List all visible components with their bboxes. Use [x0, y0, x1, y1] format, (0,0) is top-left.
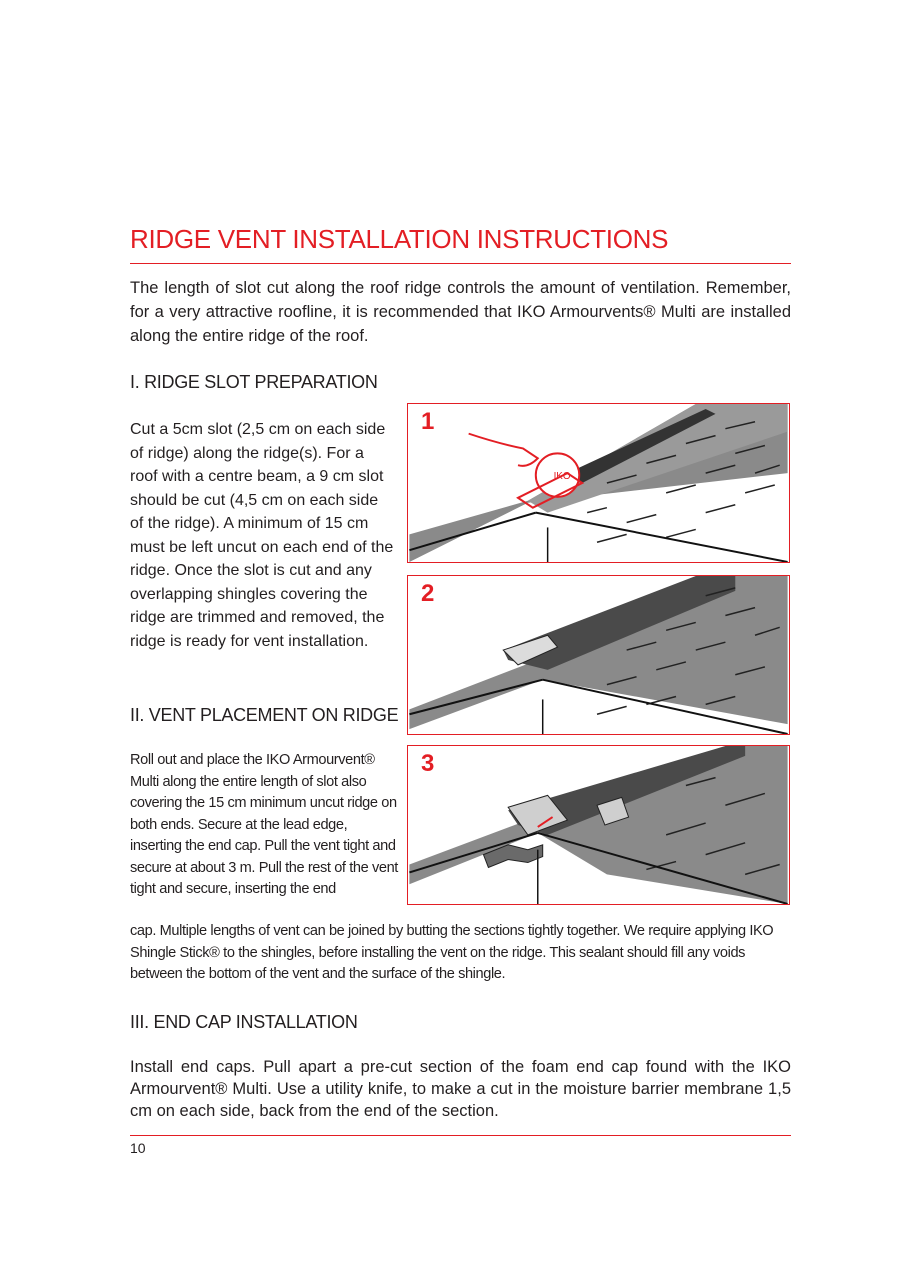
svg-text:IKO: IKO: [553, 471, 571, 483]
figure-3: [407, 745, 790, 905]
page-number: 10: [130, 1140, 146, 1156]
figure-2: [407, 575, 790, 735]
section-3-body: Install end caps. Pull apart a pre-cut section of the foam end cap found with the IKO Armourvent® Multi. Use a utility knife, to make a cut in the moisture barrier membrane 1,5 cm on each side, back from the end of the section.: [130, 1058, 791, 1120]
roof-saw-cut-illustration-icon: [408, 404, 789, 562]
figure-3-number: 3: [421, 750, 435, 777]
intro-paragraph: The length of slot cut along the roof ridge controls the amount of ventilation. Remember, for a very attractive roofline, it is recommended that IKO Armourvents® Multi are installed along the entire ridge of the roof.: [130, 279, 791, 345]
page-title: RIDGE VENT INSTALLATION INSTRUCTIONS: [130, 224, 669, 254]
section-1-heading: I. RIDGE SLOT PREPARATION: [130, 372, 378, 392]
title-divider: [130, 263, 791, 264]
figure-1-number: 1: [421, 408, 435, 435]
section-2-body-wide: cap. Multiple lengths of vent can be joined by butting the sections tightly together. We require applying IKO Shingle Stick® to the shingles, before installing the vent on the ridge. This sealant should fill any voids between the bottom of the vent and the surface of the shingle.: [130, 923, 774, 982]
figure-1: [407, 403, 790, 563]
section-3-heading: III. END CAP INSTALLATION: [130, 1012, 358, 1032]
section-1-body: Cut a 5cm slot (2,5 cm on each side of ridge) along the ridge(s). For a roof with a centre beam, a 9 cm slot should be cut (4,5 cm on each side of the ridge). A minimum of 15 cm must be left uncut on each end of the ridge. Once the slot is cut and any overlapping shingles covering the ridge are trimmed and removed, the ridge is ready for vent installation.: [130, 421, 394, 650]
ridge-vent-placement-illustration-icon: [408, 576, 789, 734]
figure-2-number: 2: [421, 580, 435, 607]
section-2-heading: II. VENT PLACEMENT ON RIDGE: [130, 705, 399, 725]
section-2-body-narrow: Roll out and place the IKO Armourvent® Multi along the entire length of slot also covering the 15 cm minimum uncut ridge on both ends. Secure at the lead edge, inserting the end cap. Pull the vent tight and secure at about 3 m. Pull the rest of the vent tight and secure, inserting the end: [130, 752, 398, 897]
end-cap-installation-illustration-icon: [408, 746, 789, 904]
footer-divider: [130, 1135, 791, 1136]
